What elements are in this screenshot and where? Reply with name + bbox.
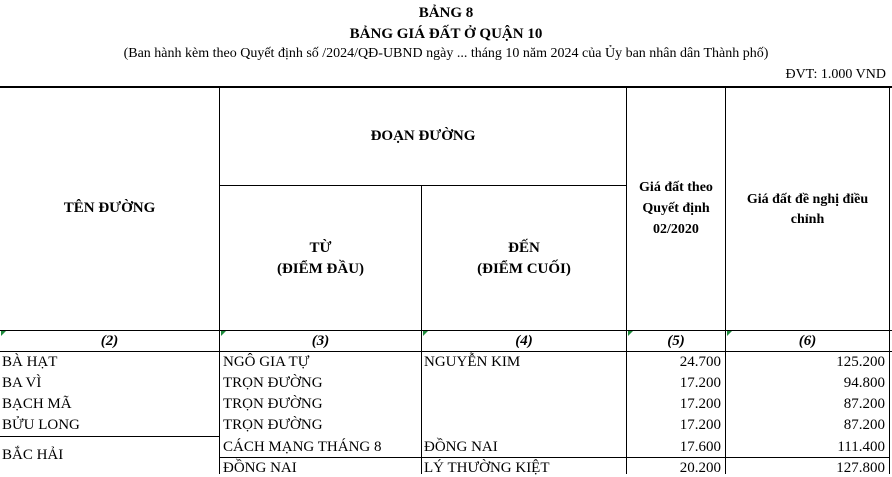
header-price-2020-l1: Giá đất theo (639, 180, 713, 195)
table-title: BẢNG GIÁ ĐẤT Ở QUẬN 10 (349, 26, 543, 42)
table-number: BẢNG 8 (418, 5, 474, 21)
price-2020: 17.600 (679, 439, 721, 455)
street-name: BA VÌ (2, 375, 42, 391)
price-new: 87.200 (843, 396, 885, 412)
from-point: TRỌN ĐƯỜNG (223, 417, 323, 433)
row-divider (0, 436, 219, 437)
price-new: 111.400 (837, 439, 885, 455)
price-2020: 17.200 (679, 396, 721, 412)
col-divider-5 (889, 86, 890, 474)
colnum-6: (6) (798, 333, 817, 349)
header-to: ĐẾN (508, 240, 540, 256)
price-2020: 17.200 (679, 417, 721, 433)
to-point: NGUYỄN KIM (424, 354, 521, 370)
header-to-sub: (ĐIỂM CUỐI) (477, 261, 571, 277)
table-top-border (0, 86, 892, 88)
colnum-bottom-border (0, 351, 892, 352)
header-price-new-l1: Giá đất đề nghị điều (746, 192, 869, 207)
from-point: CÁCH MẠNG THÁNG 8 (223, 439, 382, 455)
price-2020: 20.200 (679, 460, 721, 476)
price-new: 125.200 (836, 354, 885, 370)
colnum-3: (3) (311, 333, 330, 349)
header-from: TỪ (309, 240, 332, 256)
header-price-2020-l2: Quyết định (642, 201, 710, 216)
price-2020: 17.200 (679, 375, 721, 391)
from-point: TRỌN ĐƯỜNG (223, 396, 323, 412)
to-point: LÝ THƯỜNG KIỆT (424, 460, 550, 476)
table-subtitle: (Ban hành kèm theo Quyết định số /2024/QĐ-UBND ngày ... tháng 10 năm 2024 của Ủy ban nhân dân Thành phố) (123, 46, 769, 61)
price-new: 87.200 (843, 417, 885, 433)
header-price-new-l2: chỉnh (790, 212, 825, 227)
colnum-5: (5) (667, 333, 685, 349)
unit-label: ĐVT: 1.000 VND (785, 67, 886, 82)
from-point: TRỌN ĐƯỜNG (223, 375, 323, 391)
header-price-2020-l3: 02/2020 (653, 222, 699, 237)
row-divider (220, 457, 890, 458)
col-divider-4 (725, 86, 726, 474)
header-segment: ĐOẠN ĐƯỜNG (370, 128, 476, 144)
header-bottom-border (0, 330, 892, 331)
segment-divider (220, 185, 626, 186)
header-street: TÊN ĐƯỜNG (63, 200, 156, 216)
street-name: BẠCH MÃ (2, 396, 72, 412)
price-2020: 24.700 (679, 354, 721, 370)
colnum-4: (4) (515, 333, 533, 349)
price-new: 94.800 (843, 375, 885, 391)
col-divider-3 (626, 86, 627, 474)
from-point: NGÔ GIA TỰ (223, 354, 310, 370)
price-new: 127.800 (836, 460, 885, 476)
from-point: ĐỒNG NAI (223, 460, 297, 476)
street-name: BỬU LONG (2, 417, 80, 433)
col-divider-2 (421, 185, 422, 474)
street-name: BẮC HẢI (2, 447, 64, 463)
to-point: ĐỒNG NAI (424, 439, 498, 455)
header-from-sub: (ĐIỂM ĐẦU) (276, 261, 365, 277)
colnum-2: (2) (100, 333, 119, 349)
street-name: BÀ HẠT (2, 354, 58, 370)
